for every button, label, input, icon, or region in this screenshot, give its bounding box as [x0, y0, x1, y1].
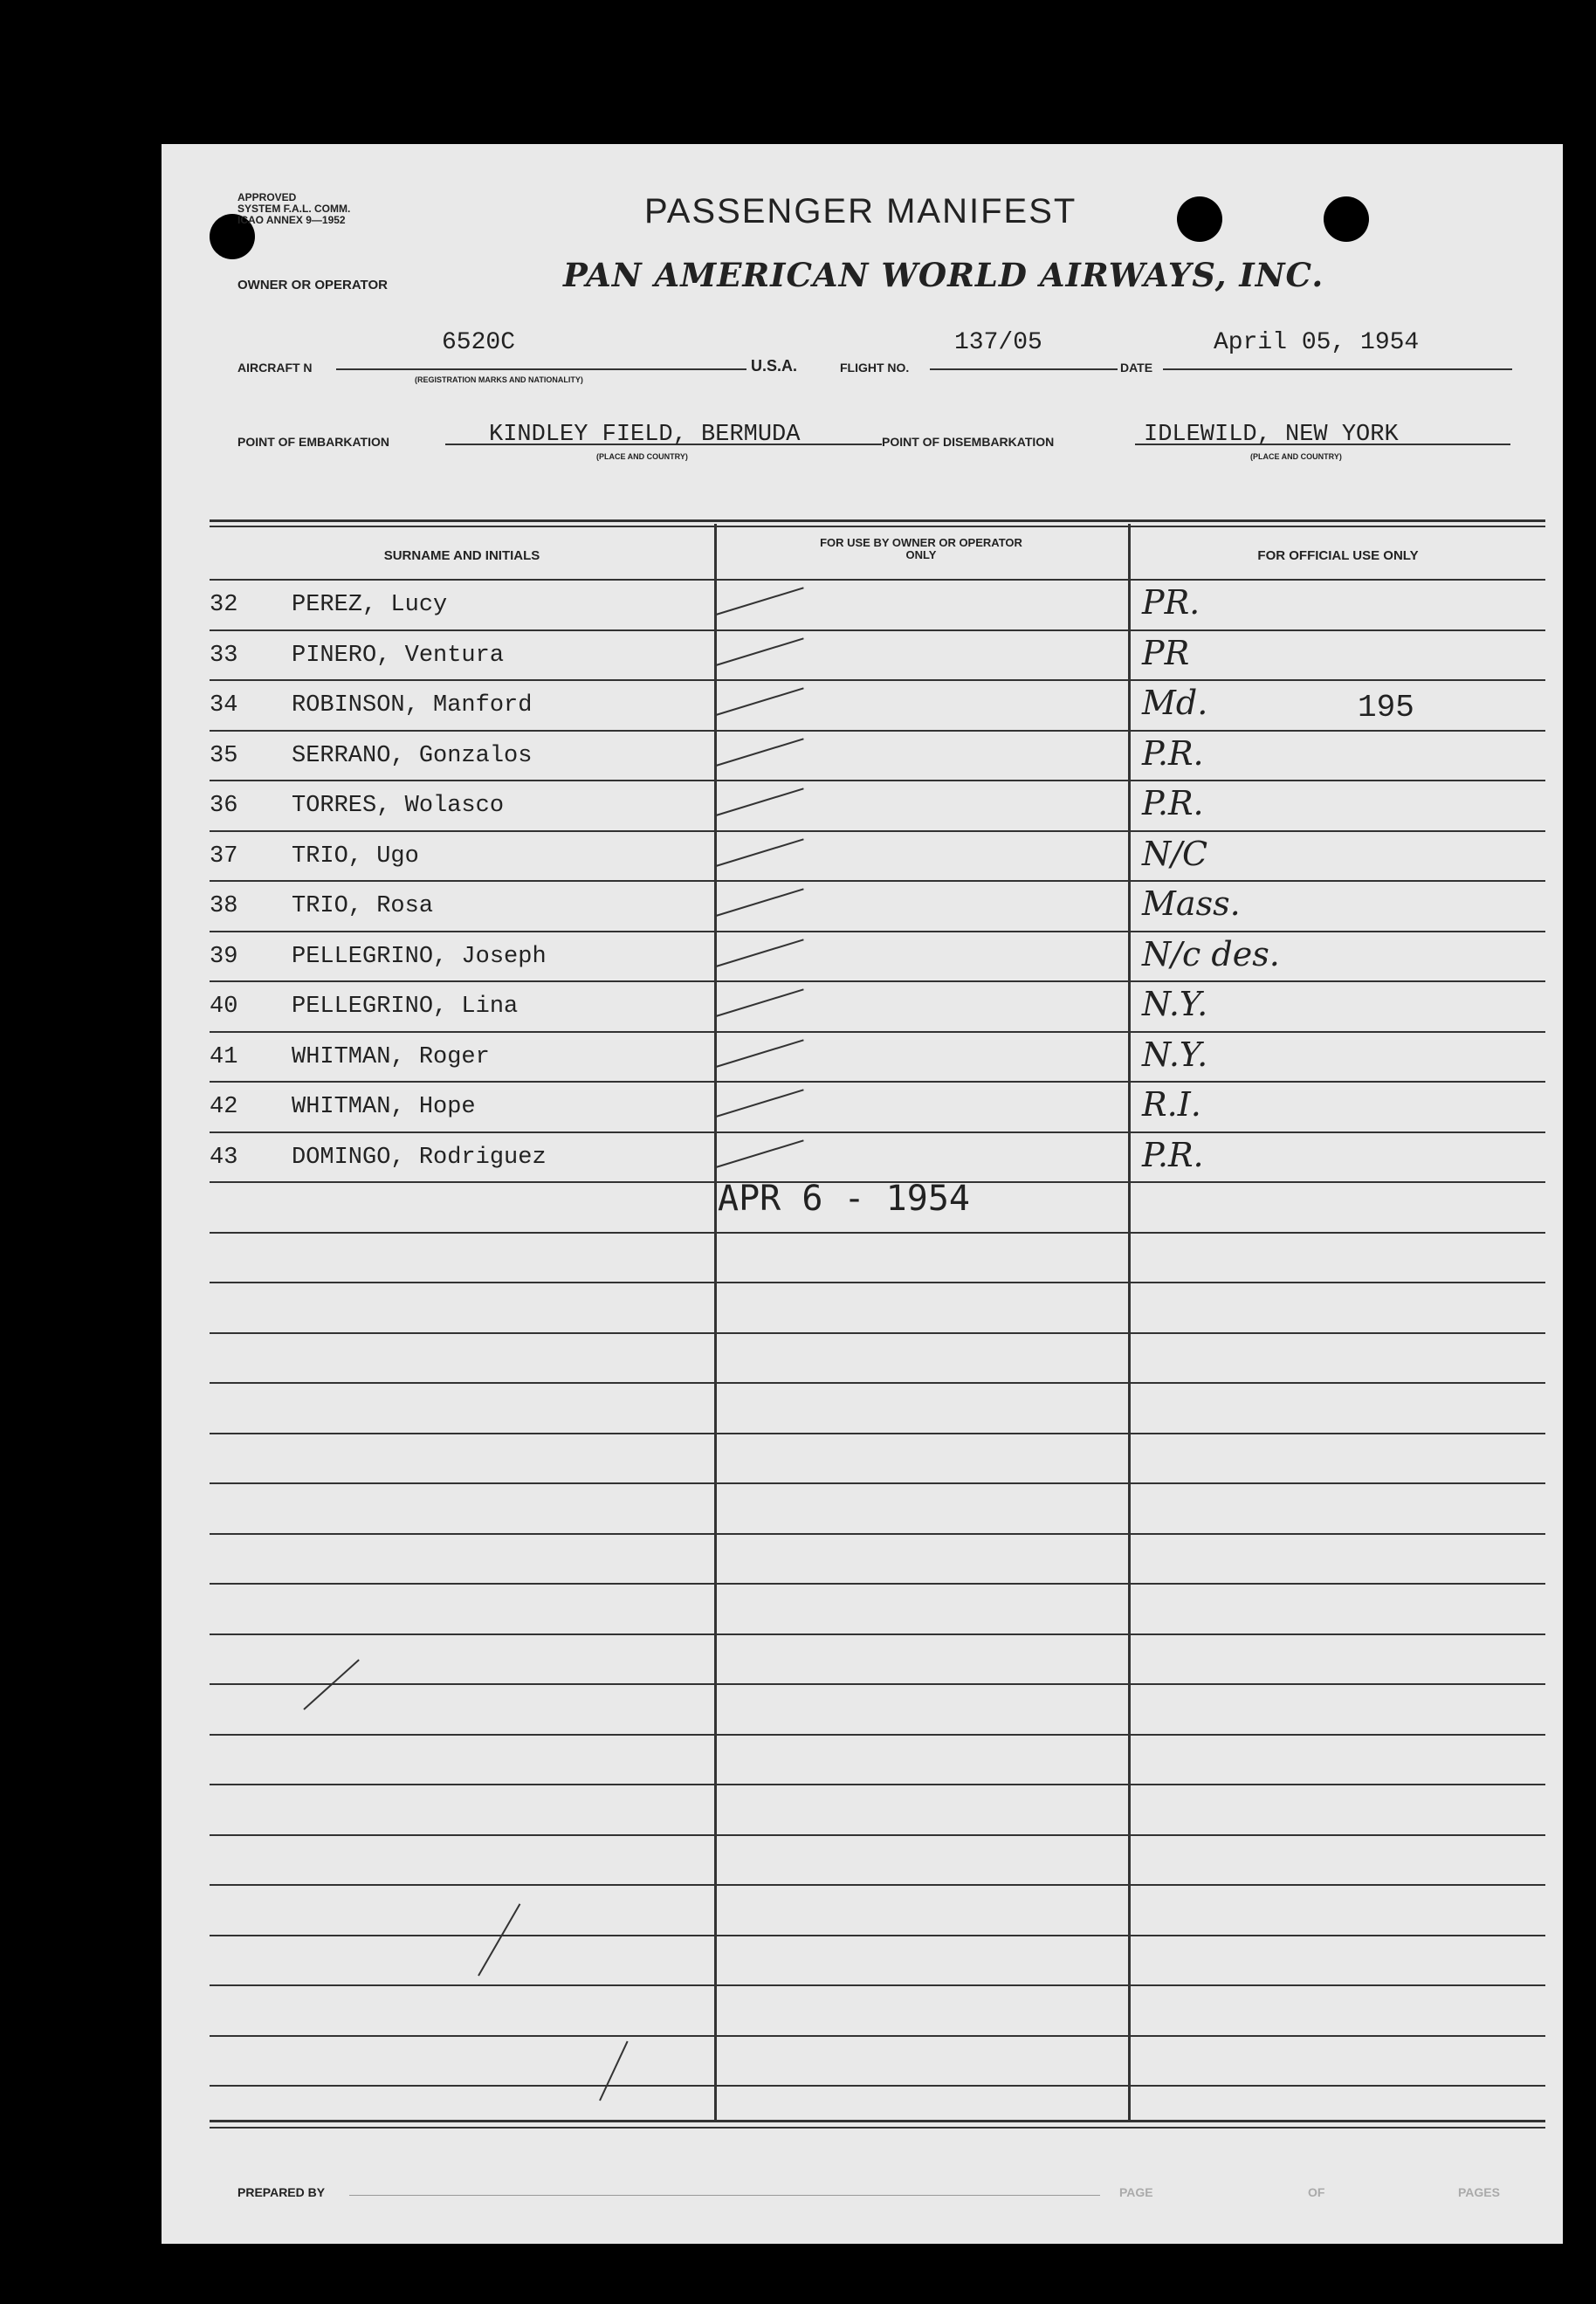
- date-label: DATE: [1120, 361, 1153, 375]
- table-top-rule: [210, 519, 1545, 522]
- row-rule: [210, 1734, 1545, 1736]
- passenger-name: SERRANO, Gonzalos: [292, 743, 533, 769]
- row-rule: [210, 1332, 1545, 1334]
- passenger-name: ROBINSON, Manford: [292, 692, 533, 719]
- row-number: 37: [210, 843, 238, 870]
- official-note: PR.: [1142, 583, 1200, 622]
- passenger-name: TRIO, Rosa: [292, 893, 434, 919]
- disembarkation-value: IDLEWILD, NEW YORK: [1144, 422, 1399, 448]
- passenger-name: TRIO, Ugo: [292, 843, 419, 870]
- official-note: N.Y.: [1142, 985, 1208, 1023]
- disembarkation-note: (PLACE AND COUNTRY): [1250, 452, 1342, 461]
- row-number: 35: [210, 743, 238, 769]
- column-divider: [1128, 524, 1131, 2122]
- column-header-official: FOR OFFICIAL USE ONLY: [1257, 548, 1419, 563]
- date-value: April 05, 1954: [1214, 329, 1420, 356]
- official-note: PR: [1142, 634, 1190, 672]
- row-rule: [210, 1533, 1545, 1535]
- embarkation-value: KINDLEY FIELD, BERMUDA: [489, 422, 801, 448]
- official-note: P.R.: [1142, 784, 1204, 822]
- prepared-by-underline: [349, 2195, 1100, 2196]
- row-number: 41: [210, 1044, 238, 1070]
- official-note: Md.: [1142, 684, 1208, 722]
- official-note: P.R.: [1142, 1136, 1204, 1174]
- row-rule: [210, 1683, 1545, 1685]
- table-bottom-rule: [210, 2120, 1545, 2122]
- received-stamp: APR 6 - 1954: [718, 1179, 970, 1219]
- airline-name: PAN AMERICAN WORLD AIRWAYS, INC.: [563, 256, 1324, 294]
- page-title: PASSENGER MANIFEST: [644, 192, 1077, 230]
- row-rule: [210, 880, 1545, 882]
- passenger-name: WHITMAN, Roger: [292, 1044, 490, 1070]
- flight-underline: [930, 368, 1118, 370]
- row-number: 34: [210, 692, 238, 719]
- row-rule: [210, 629, 1545, 631]
- official-note: Mass.: [1142, 884, 1241, 923]
- flight-label: FLIGHT NO.: [840, 361, 910, 375]
- pages-label: PAGES: [1458, 2185, 1500, 2199]
- row-number: 40: [210, 994, 238, 1020]
- row-number: 38: [210, 893, 238, 919]
- row-rule: [210, 1081, 1545, 1083]
- row-rule: [210, 1784, 1545, 1785]
- row-rule: [210, 1834, 1545, 1836]
- row-number: 33: [210, 643, 238, 669]
- official-note: N/c des.: [1142, 935, 1280, 973]
- approved-line: ICAO ANNEX 9—1952: [237, 214, 346, 226]
- row-rule: [210, 1884, 1545, 1886]
- aircraft-value: 6520C: [442, 329, 516, 356]
- disembarkation-label: POINT OF DISEMBARKATION: [882, 435, 1055, 449]
- approved-line: APPROVED: [237, 191, 297, 203]
- date-underline: [1163, 368, 1512, 370]
- table-bottom-rule: [210, 2127, 1545, 2129]
- row-rule: [210, 1935, 1545, 1936]
- row-rule: [210, 1433, 1545, 1434]
- official-note: N/C: [1142, 835, 1208, 873]
- aircraft-label: AIRCRAFT N: [237, 361, 313, 375]
- row-rule: [210, 1984, 1545, 1986]
- official-extra-number: 195: [1358, 690, 1414, 726]
- column-header-surname: SURNAME AND INITIALS: [383, 548, 540, 563]
- embarkation-note: (PLACE AND COUNTRY): [596, 452, 688, 461]
- row-rule: [210, 1031, 1545, 1033]
- passenger-name: PELLEGRINO, Joseph: [292, 944, 547, 970]
- official-note: N.Y.: [1142, 1035, 1208, 1074]
- approved-block: [237, 192, 350, 226]
- row-number: 39: [210, 944, 238, 970]
- row-rule: [210, 2085, 1545, 2087]
- owner-label: OWNER OR OPERATOR: [237, 278, 388, 292]
- prepared-by-label: PREPARED BY: [237, 2185, 326, 2199]
- passenger-name: TORRES, Wolasco: [292, 793, 505, 819]
- row-rule: [210, 1232, 1545, 1234]
- punch-hole-right: [1324, 196, 1369, 242]
- row-rule: [210, 1633, 1545, 1635]
- flight-value: 137/05: [954, 329, 1042, 356]
- passenger-name: PELLEGRINO, Lina: [292, 994, 519, 1020]
- row-number: 36: [210, 793, 238, 819]
- row-number: 42: [210, 1094, 238, 1120]
- row-rule: [210, 931, 1545, 932]
- punch-hole-middle: [1177, 196, 1222, 242]
- row-rule: [210, 1583, 1545, 1585]
- row-rule: [210, 1131, 1545, 1133]
- passenger-name: DOMINGO, Rodriguez: [292, 1145, 547, 1171]
- row-rule: [210, 2035, 1545, 2037]
- row-number: 43: [210, 1145, 238, 1171]
- passenger-name: PINERO, Ventura: [292, 643, 505, 669]
- aircraft-underline: [336, 368, 746, 370]
- row-rule: [210, 1382, 1545, 1384]
- embarkation-label: POINT OF EMBARKATION: [237, 435, 389, 449]
- page-label: PAGE: [1119, 2185, 1153, 2199]
- row-rule: [210, 1482, 1545, 1484]
- column-header-owner: FOR USE BY OWNER OR OPERATOR ONLY: [820, 536, 1022, 561]
- official-note: R.I.: [1142, 1085, 1201, 1124]
- row-rule: [210, 830, 1545, 832]
- usa-label: U.S.A.: [751, 357, 798, 375]
- row-number: 32: [210, 592, 238, 618]
- row-rule: [210, 730, 1545, 732]
- row-rule: [210, 579, 1545, 581]
- of-label: OF: [1308, 2185, 1325, 2199]
- registration-note: (REGISTRATION MARKS AND NATIONALITY): [415, 375, 583, 384]
- row-rule: [210, 980, 1545, 982]
- row-rule: [210, 1282, 1545, 1283]
- passenger-name: PEREZ, Lucy: [292, 592, 448, 618]
- official-note: P.R.: [1142, 734, 1204, 773]
- passenger-name: WHITMAN, Hope: [292, 1094, 476, 1120]
- row-rule: [210, 679, 1545, 681]
- approved-line: SYSTEM F.A.L. COMM.: [237, 203, 351, 215]
- row-rule: [210, 780, 1545, 781]
- table-top-rule: [210, 526, 1545, 527]
